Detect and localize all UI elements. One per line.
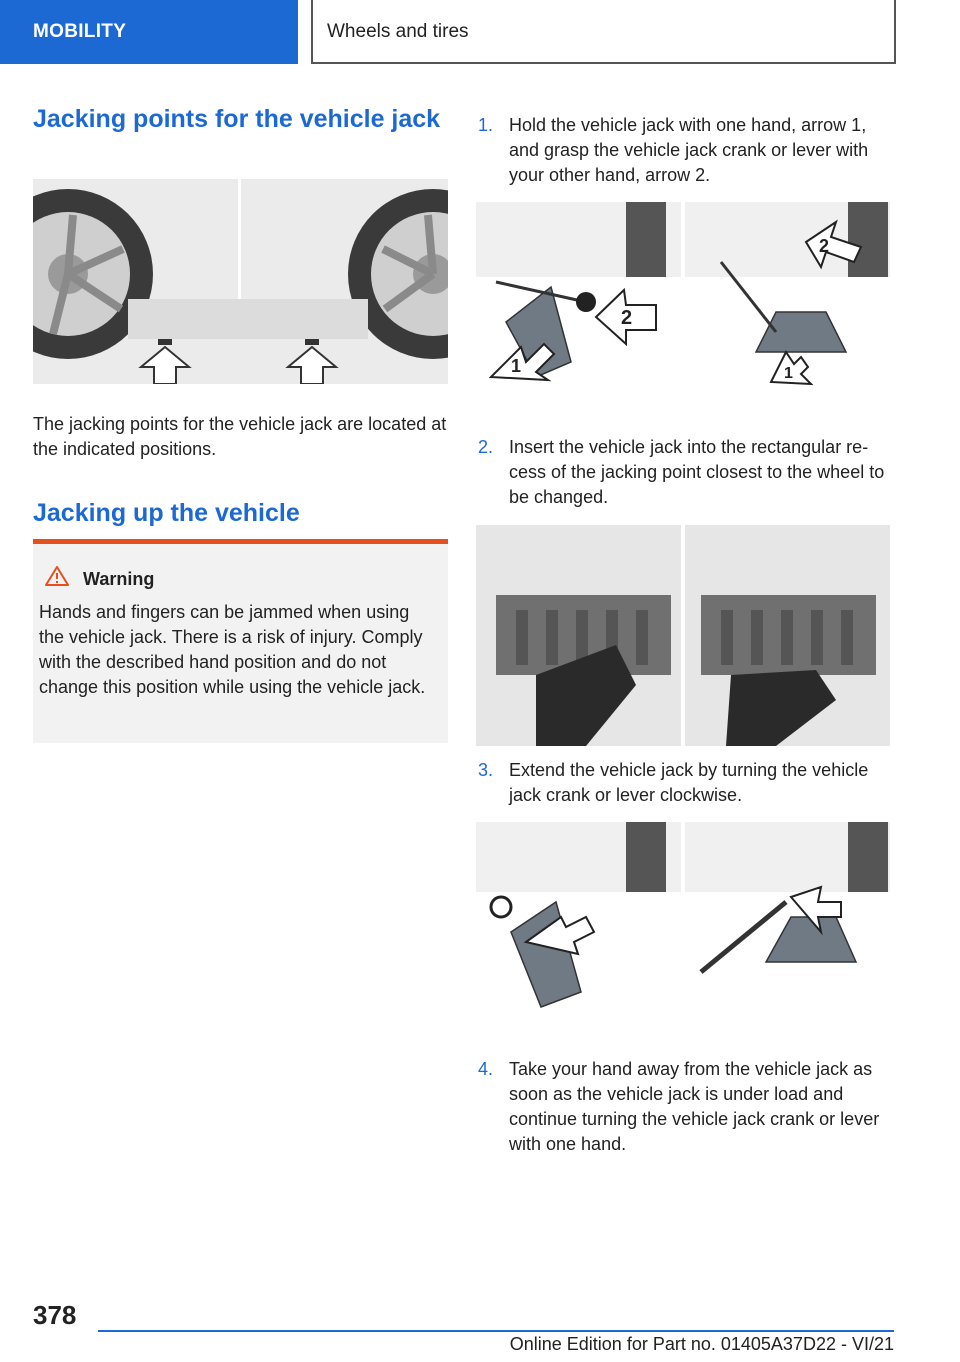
figure-insert-jack <box>476 525 890 746</box>
heading-jacking-points: Jacking points for the vehicle jack <box>33 105 441 133</box>
warning-box <box>33 539 448 743</box>
step-3 <box>478 758 898 808</box>
figure-jacking-points <box>33 179 448 384</box>
step-text: Insert the vehicle jack into the rectangular recess of the jacking point closest to the wheel to be changed. <box>509 437 885 507</box>
paragraph-jacking-points: The jacking points for the vehicle jack are located at the indicated positions. <box>33 414 447 459</box>
section-tab: MOBILITY <box>0 0 298 64</box>
step-text: Extend the vehicle jack by turning the vehicle jack crank or lever clockwise. <box>509 760 869 805</box>
footer-edition: Online Edition for Part no. 01405A37D22 - VI/21 <box>509 1334 894 1354</box>
warning-header <box>45 566 438 592</box>
step-text: Take your hand away from the vehicle jack as soon as the vehicle jack is under load and continue turning the vehicle jack crank or lever with one hand. <box>509 1059 880 1154</box>
step-4 <box>478 1057 898 1157</box>
warning-triangle-icon <box>45 566 69 592</box>
step-number: 3. <box>478 760 494 780</box>
heading-jacking-up: Jacking up the vehicle <box>33 499 300 527</box>
warning-text: Hands and fingers can be jammed when using the vehicle jack. There is a risk of injury. Comply with the described hand position and do not change this position while using the vehicle jack. <box>39 602 426 697</box>
step-number: 2. <box>478 437 494 457</box>
footer-rule <box>98 1330 894 1332</box>
step-text: Hold the vehicle jack with one hand, arrow 1, and grasp the vehicle jack crank or lever with your other hand, arrow 2. <box>509 115 869 185</box>
step-2 <box>478 435 898 510</box>
figure-hold-jack <box>476 202 890 396</box>
step-number: 1. <box>478 115 494 135</box>
arrow-1-label-right: 1 <box>784 365 793 382</box>
arrow-2-label-right: 2 <box>819 236 830 256</box>
warning-title: Warning <box>83 569 155 589</box>
step-1 <box>478 113 898 188</box>
arrow-2-label: 2 <box>621 307 633 329</box>
page-number: 378 <box>33 1300 77 1330</box>
figure-extend-jack <box>476 822 890 1028</box>
chapter-title: Wheels and tires <box>311 0 896 64</box>
arrow-1-label: 1 <box>511 356 522 376</box>
step-number: 4. <box>478 1059 494 1079</box>
